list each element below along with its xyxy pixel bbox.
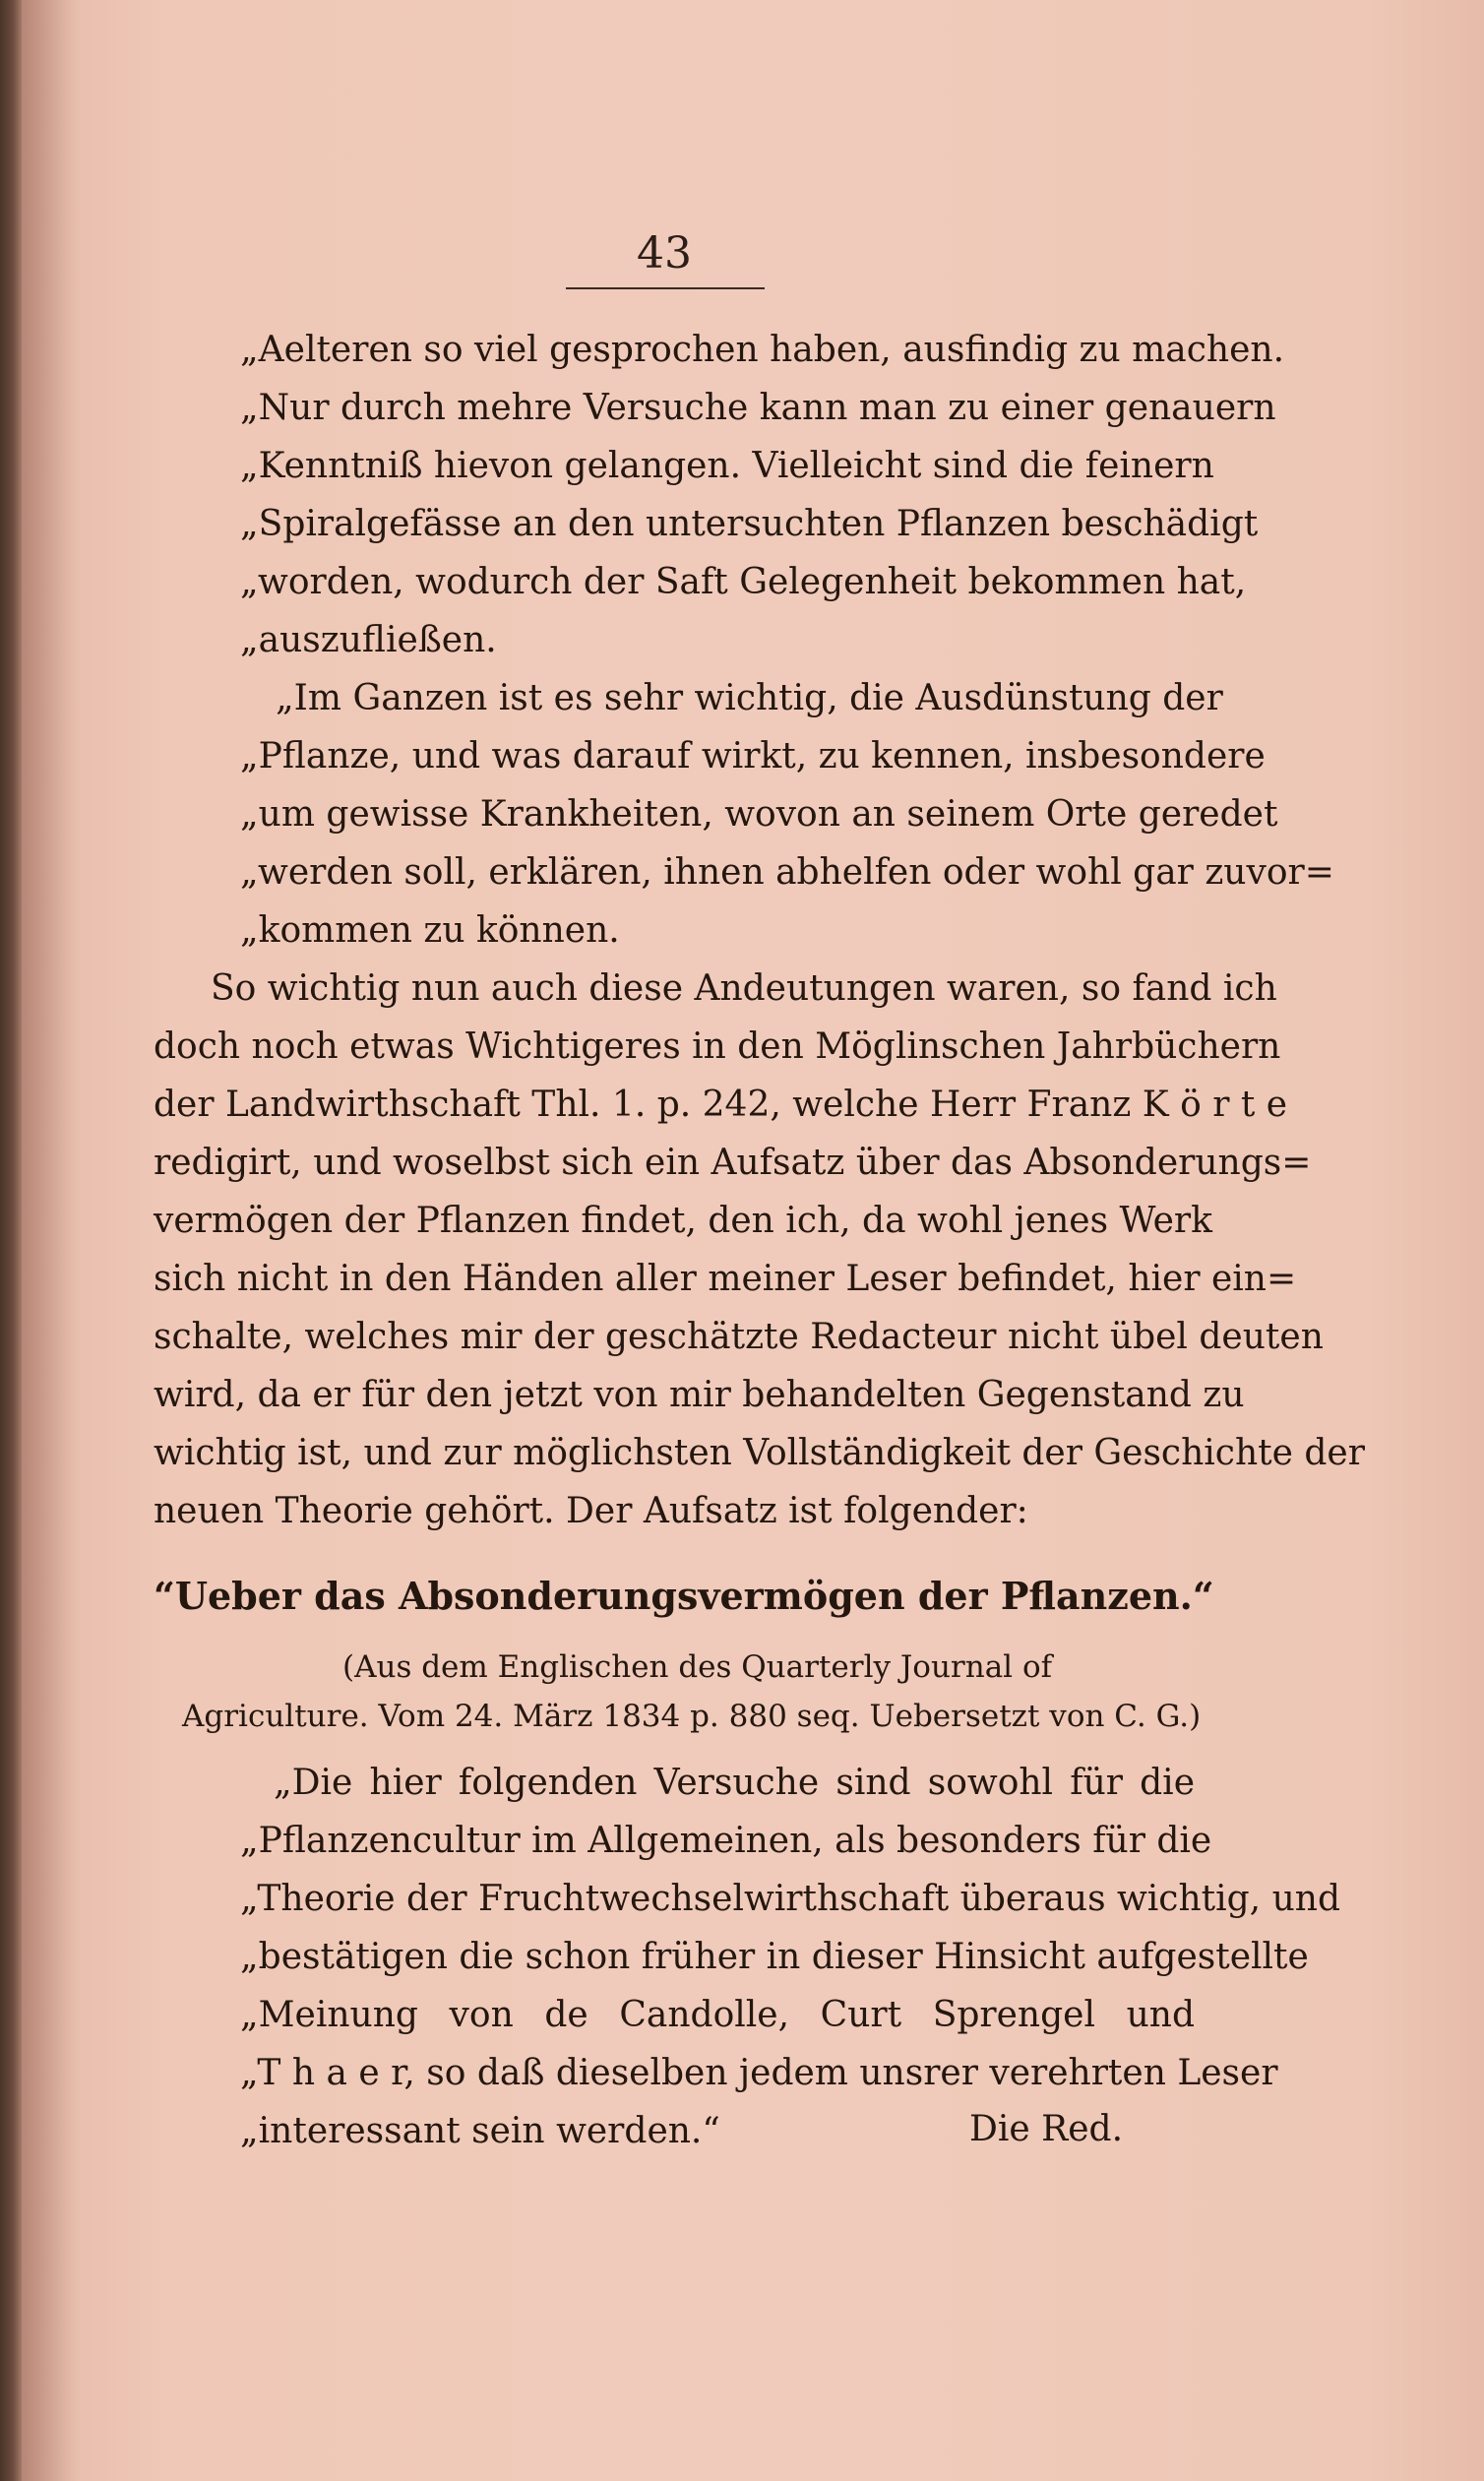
text-line: der Landwirthschaft Thl. 1. p. 242, welche Herr Franz K ö r t e <box>154 1085 1288 1125</box>
spine-shadow <box>22 0 81 2481</box>
quote-line: „bestätigen die schon früher in dieser Hinsicht aufgestellte <box>240 1937 1309 1977</box>
quote-line: „Die hier folgenden Versuche sind sowohl für die <box>274 1763 1195 1803</box>
book-gutter <box>0 0 22 2481</box>
source-note-line: (Aus dem Englischen des Quarterly Journal of <box>342 1649 1053 1685</box>
article-title: “Ueber das Absonderungsvermögen der Pflanzen.“ <box>154 1574 1214 1618</box>
text-line: „Spiralgefässe an den untersuchten Pflanzen beschädigt <box>240 504 1259 544</box>
text-line: „um gewisse Krankheiten, wovon an seinem Orte geredet <box>240 794 1278 835</box>
text-line: „kommen zu können. <box>240 910 620 951</box>
quote-line: „Pflanzencultur im Allgemeinen, als besonders für die <box>240 1821 1212 1861</box>
page-number-rule <box>566 287 765 289</box>
text-line: wird, da er für den jetzt von mir behandelten Gegenstand zu <box>154 1375 1245 1415</box>
text-line: „Nur durch mehre Versuche kann man zu einer genauern <box>240 388 1276 428</box>
source-note-line: Agriculture. Vom 24. März 1834 p. 880 seq. Uebersetzt von C. G.) <box>182 1699 1202 1734</box>
text-line: „Kenntniß hievon gelangen. Vielleicht sind die feinern <box>240 446 1214 486</box>
quote-line: „T h a e r, so daß dieselben jedem unsrer verehrten Leser <box>240 2053 1278 2093</box>
text-line: „Pflanze, und was darauf wirkt, zu kennen, insbesondere <box>240 736 1266 776</box>
text-line: „auszufließen. <box>240 620 497 660</box>
text-line: wichtig ist, und zur möglichsten Vollständigkeit der Geschichte der <box>154 1433 1365 1473</box>
quote-line: „Theorie der Fruchtwechselwirthschaft überaus wichtig, und <box>240 1879 1340 1919</box>
text-line: neuen Theorie gehört. Der Aufsatz ist folgender: <box>154 1491 1028 1531</box>
text-line: redigirt, und woselbst sich ein Aufsatz über das Absonderungs= <box>154 1143 1312 1183</box>
quote-line: „Meinung von de Candolle, Curt Sprengel und <box>240 1995 1195 2035</box>
text-line: sich nicht in den Händen aller meiner Leser befindet, hier ein= <box>154 1259 1297 1299</box>
text-line: „Aelteren so viel gesprochen haben, ausfindig zu machen. <box>240 330 1285 370</box>
editor-signature: Die Red. <box>969 2109 1124 2149</box>
text-line: „worden, wodurch der Saft Gelegenheit bekommen hat, <box>240 562 1247 602</box>
text-line: vermögen der Pflanzen findet, den ich, da wohl jenes Werk <box>154 1201 1212 1241</box>
text-line: So wichtig nun auch diese Andeutungen waren, so fand ich <box>211 968 1277 1009</box>
text-line: schalte, welches mir der geschätzte Redacteur nicht übel deuten <box>154 1317 1324 1357</box>
page-number: 43 <box>637 228 692 279</box>
text-line: doch noch etwas Wichtigeres in den Möglinschen Jahrbüchern <box>154 1026 1281 1067</box>
quote-line: „interessant sein werden.“ <box>240 2111 720 2151</box>
text-line: „Im Ganzen ist es sehr wichtig, die Ausdünstung der <box>276 678 1223 718</box>
text-line: „werden soll, erklären, ihnen abhelfen oder wohl gar zuvor= <box>240 852 1334 893</box>
